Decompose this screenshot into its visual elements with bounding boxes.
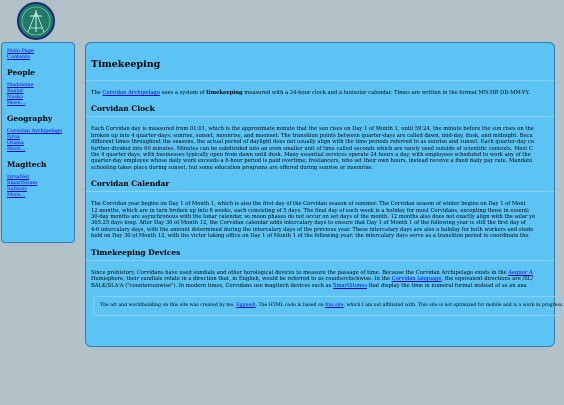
sidebar-heading-people: People	[7, 68, 36, 77]
sidebar-link-people-more[interactable]: More...	[7, 100, 26, 106]
paragraph-line: The Corvidan year begins on Day 1 of Month 1, which is also the first day of the Corvidan season of summer. The Corvidan season of winter begins on Day 1 of Mont	[91, 201, 526, 208]
footer-author-link[interactable]: Eggnedl	[236, 302, 256, 308]
sidebar	[1, 42, 75, 243]
paragraph-line: 12 months, which are in turn broken up into 6 weeks, each consisting of 5 days. The final day of each week is a holiday for most Corvidans, excepting those in essenti	[91, 207, 529, 214]
calendar-paragraph	[91, 201, 554, 239]
link-aequor[interactable]: Aequor A	[508, 269, 533, 276]
section-divider	[86, 260, 554, 261]
page-title: Timekeeping	[91, 59, 161, 70]
section-heading-timekeeping-devices: Timekeeping Devices	[91, 247, 181, 257]
sidebar-link-otama[interactable]: Otama	[7, 140, 24, 146]
site-footer	[93, 296, 563, 316]
footer-site-link[interactable]: this site	[325, 302, 344, 308]
main-content	[85, 42, 564, 347]
section-heading-corvidan-clock: Corvidan Clock	[91, 104, 155, 114]
intro-paragraph	[91, 90, 554, 96]
paragraph-text: Hemisphere, their sundials rotate in a direction that, in English, would be referred to as counterclockwise. In the	[91, 276, 392, 283]
intro-link-corvidan-archipelago[interactable]: Corvidan Archipelago	[102, 90, 160, 96]
intro-bold-timekeeping: timekeeping	[206, 90, 243, 96]
paragraph-line: 4-6 intercalary days, with the amount determined during the intercalary days of the previous year. These intercalary days are also a holiday for both workers and stude	[91, 226, 534, 233]
paragraph-line: the 4 quarter-days, with businesses typically open from dawn until dusk. Many essential services operate 24 hours a day, with employees scheduled to work any of the	[91, 152, 531, 159]
paragraph-text: , the equivalent directions are /SL/	[441, 276, 533, 283]
crow-tower-icon	[19, 4, 53, 38]
sidebar-heading-geography: Geography	[7, 114, 53, 123]
paragraph-line: quarter-day employee whose daily work exceeds a 6-hour period is paid overtime; freelancers, who set their own hours, instead receive a fixed daily pay rate. Mandato	[91, 158, 533, 165]
paragraph-text: that display the time in numeral format instead of as an ana	[367, 282, 527, 289]
paragraph-line: broken up into 4 quarter-days: sunrise, sunset, moonrise, and moonset. The transition points between quarter-days are called dawn, mid-day, dusk, and midnight. Beca	[91, 132, 533, 139]
sidebar-link-corvidan-archipelago[interactable]: Corvidan Archipelago	[7, 128, 63, 134]
sidebar-link-madeleine[interactable]: Madeleine	[7, 82, 34, 88]
section-divider	[86, 191, 554, 192]
intro-text-mid: uses a system of	[159, 90, 207, 96]
paragraph-text: BALK/SLA'A ("countersunwise"). In modern times, Corvidans use magitech devices such as	[91, 282, 334, 289]
paragraph-line: held on Day 30 of Month 12, with the victor taking office on Day 1 of Month 1 of the following year; the intercalary days serve as a transition period to coordinate the	[91, 233, 529, 240]
clock-paragraph	[91, 126, 554, 171]
paragraph-text: Since prehistory, Corvidans have used sundials and other horological devices to measure the passage of time. Because the Corvidan Archipelago exists in the	[91, 269, 509, 276]
footer-text-mid: . The HTML code is based on	[255, 302, 326, 308]
section-heading-corvidan-calendar: Corvidan Calendar	[91, 179, 170, 189]
sidebar-link-geography-more[interactable]: More...	[7, 146, 26, 152]
sidebar-link-contents[interactable]: Contents	[7, 54, 30, 60]
section-divider	[86, 116, 554, 117]
intro-text-pre: The	[91, 90, 103, 96]
sidebar-link-smartstone[interactable]: SmartStone	[7, 180, 38, 186]
sidebar-magitech-links	[7, 174, 70, 198]
paragraph-line: 365.25 days long. After Day 30 of Month 12, the Corvidan calendar adds intercalary days to ensure that Day 1 of Month 1 of the following year is still the first day of	[91, 220, 526, 227]
sidebar-geography-links	[7, 128, 70, 152]
paragraph-line: schooling takes place during sunset, but some education programs are offered during sunrise or moonrise.	[91, 164, 374, 171]
link-corvidan-language[interactable]: Corvidan language	[391, 276, 442, 283]
sidebar-link-subway[interactable]: Subway	[7, 186, 27, 192]
footer-text-post: , which I am not affiliated with. This site is not optimized for mobile and is a work in progress.	[343, 302, 564, 308]
paragraph-line: different times throughout the seasons, the actual period of daylight does not usually align with the time periods referred to as sunrise and sunset. Each quarter-day co	[91, 139, 535, 146]
sidebar-link-iyrsanet[interactable]: IyrsaNet	[7, 174, 30, 180]
title-divider	[86, 80, 554, 81]
paragraph-line: further divided into 60 minutes. Minutes can be subdivided into an even smaller unit of time called seconds which are rarely used outside of scientific contexts. Most C	[91, 145, 533, 152]
sidebar-link-magitech-more[interactable]: More...	[7, 192, 26, 198]
sidebar-link-nasko[interactable]: Nasko	[7, 94, 23, 100]
sidebar-link-main-page[interactable]: Main Page	[7, 48, 34, 54]
sidebar-heading-magitech: Magitech	[7, 160, 47, 169]
footer-text-pre: The art and worldbuilding on this site was created by me,	[100, 302, 237, 308]
intro-text-post: measured with a 24-hour clock and a lunisolar calendar. Times are written in the format MN:HR DD-MM-YY.	[242, 90, 530, 96]
link-smartstones[interactable]: SmartStones	[333, 282, 367, 289]
paragraph-line: 30-day months are asynchronous with the lunar calendar, so moon phases do not occur on set days of the month. 12 months also does not exactly align with the solar ye	[91, 214, 536, 221]
devices-paragraph	[91, 270, 554, 289]
sidebar-link-iyrsa[interactable]: Iyrsa	[7, 134, 20, 140]
sidebar-link-rasiar[interactable]: Rasiar	[7, 88, 24, 94]
sidebar-top-links	[7, 48, 70, 60]
sidebar-people-links	[7, 82, 70, 106]
paragraph-line: Each Corvidan day is measured from 01:01, which is the approximate minute that the sun rises on Day 1 of Month 1, until 59:24, the minute before the sun rises on the	[91, 126, 534, 133]
site-logo[interactable]	[17, 2, 55, 40]
